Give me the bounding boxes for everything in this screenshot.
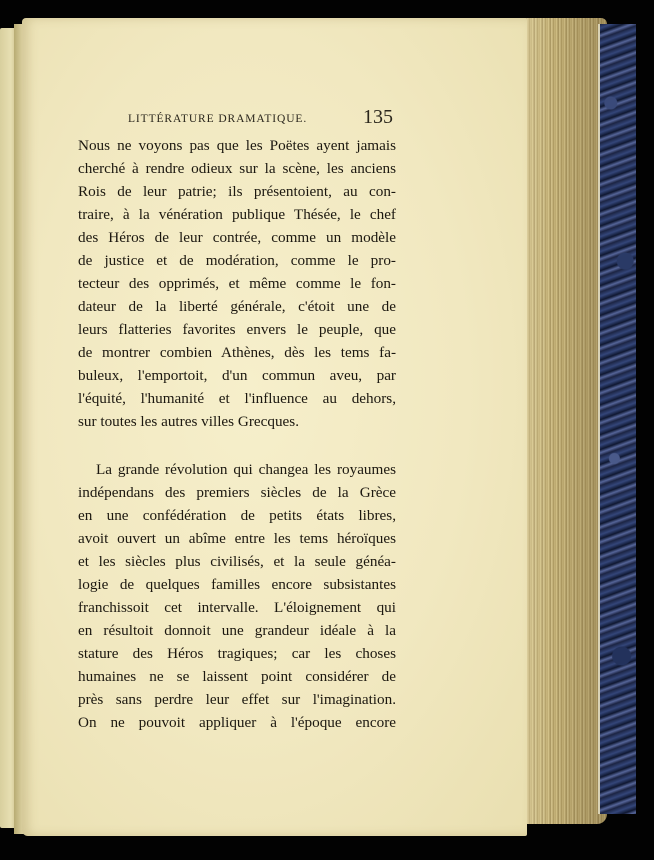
text-line: près sans perdre leur effet sur l'imagination. bbox=[78, 691, 396, 708]
page-edges-shadow bbox=[515, 18, 607, 824]
text-line: dateur de la liberté générale, c'étoit une de bbox=[78, 298, 396, 315]
text-line: et les siècles plus civilisés, et la seule généa- bbox=[78, 553, 396, 570]
text-line: de justice et de modération, comme le pro- bbox=[78, 252, 396, 269]
text-line: Nous ne voyons pas que les Poëtes ayent jamais bbox=[78, 137, 396, 154]
text-line: de montrer combien Athènes, dès les tems fa- bbox=[78, 344, 396, 361]
marbled-cover bbox=[600, 24, 636, 814]
text-line: franchissoit cet intervalle. L'éloignement qui bbox=[78, 599, 396, 616]
text-line: des Héros de leur contrée, comme un modèle bbox=[78, 229, 396, 246]
text-line: logie de quelques familles encore subsistantes bbox=[78, 576, 396, 593]
text-line: humaines ne se laissent point considérer de bbox=[78, 668, 396, 685]
text-line: tecteur des opprimés, et même comme le fon- bbox=[78, 275, 396, 292]
running-head: LITTÉRATURE DRAMATIQUE. bbox=[128, 113, 308, 125]
text-line: stature des Héros tragiques; car les choses bbox=[78, 645, 396, 662]
text-line: La grande révolution qui changea les royaumes bbox=[96, 461, 396, 478]
text-line: traire, à la vénération publique Thésée, le chef bbox=[78, 206, 396, 223]
text-line: en résultoit donnoit une grandeur idéale à la bbox=[78, 622, 396, 639]
text-line: buleux, l'emportoit, d'un commun aveu, par bbox=[78, 367, 396, 384]
text-line: On ne pouvoit appliquer à l'époque encore bbox=[78, 714, 396, 731]
text-line: en une confédération de petits états libres, bbox=[78, 507, 396, 524]
text-line: indépendans des premiers siècles de la Grèce bbox=[78, 484, 396, 501]
text-line: cherché à rendre odieux sur la scène, les anciens bbox=[78, 160, 396, 177]
text-line: l'équité, l'humanité et l'influence au dehors, bbox=[78, 390, 396, 407]
text-line: leurs flatteries favorites envers le peuple, que bbox=[78, 321, 396, 338]
text-line: Rois de leur patrie; ils présentoient, au con- bbox=[78, 183, 396, 200]
text-line: sur toutes les autres villes Grecques. bbox=[78, 413, 300, 430]
page-number: 135 bbox=[363, 106, 393, 128]
text-line: avoit ouvert un abîme entre les tems héroïques bbox=[78, 530, 396, 547]
